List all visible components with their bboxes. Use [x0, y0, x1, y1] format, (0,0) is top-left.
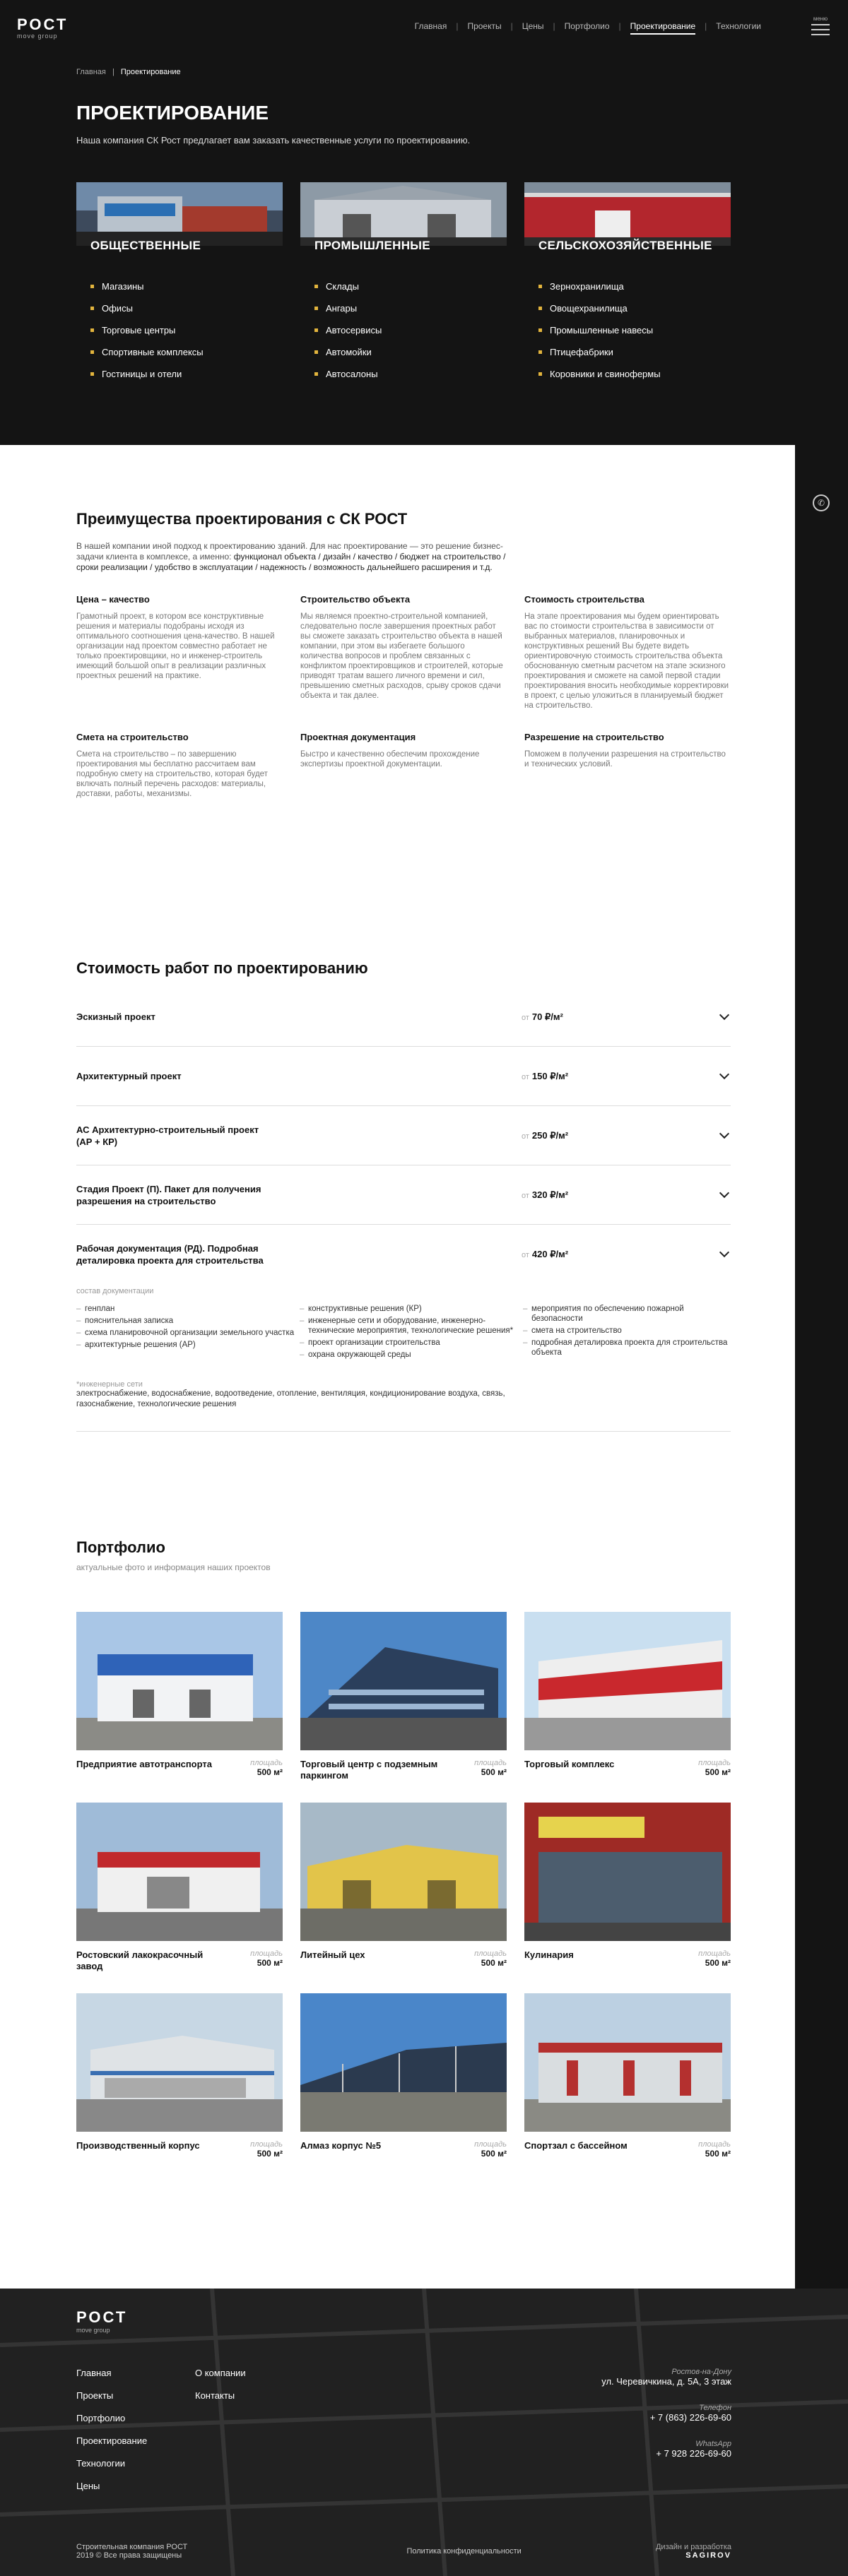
- price-value: [522, 1071, 568, 1082]
- footer-link-prices[interactable]: Цены: [76, 2481, 100, 2491]
- copyright: 2019 © Все права защищены: [76, 2551, 182, 2560]
- docs-column: [523, 1304, 731, 1362]
- footer-bottom: [76, 2543, 731, 2560]
- price-value: [522, 1011, 563, 1023]
- portfolio-title: Портфолио: [76, 1538, 165, 1556]
- footer-nav: [76, 2368, 301, 2491]
- list-item: Спортивные комплексы: [90, 347, 283, 357]
- doc-item: – смета на строительство: [523, 1326, 731, 1336]
- advantage-title: Стоимость строительства: [524, 594, 644, 605]
- whatsapp-icon[interactable]: ✆: [813, 494, 830, 511]
- doc-item: – схема планировочной организации земельного участка: [76, 1328, 300, 1338]
- advantages-title: Преимущества проектирования с СК РОСТ: [76, 510, 408, 528]
- portfolio-card[interactable]: [524, 1612, 731, 1781]
- price-from: от: [522, 1191, 529, 1200]
- category-agricultural[interactable]: [524, 182, 731, 391]
- footer-nav-spacer: [195, 2458, 301, 2469]
- doc-item: – генплан: [76, 1304, 300, 1314]
- advantage-title: Строительство объекта: [300, 594, 411, 605]
- footer-nav-spacer: [195, 2413, 301, 2423]
- price-name: Эскизный проект: [76, 1011, 155, 1022]
- breadcrumb-home[interactable]: Главная: [76, 68, 106, 76]
- area-label: площадь: [474, 1759, 507, 1767]
- price-row-expanded[interactable]: [76, 1225, 731, 1284]
- project-photo: [76, 1803, 283, 1941]
- doc-item: – пояснительная записка: [76, 1316, 300, 1326]
- nav-portfolio[interactable]: Портфолио: [564, 21, 610, 31]
- advantage-title: Разрешение на строительство: [524, 732, 664, 742]
- portfolio-section: [76, 1538, 731, 2159]
- list-item: Овощехранилища: [538, 303, 731, 314]
- list-item: Коровники и свинофермы: [538, 369, 731, 379]
- portfolio-card[interactable]: [524, 1993, 731, 2159]
- menu-label: меню: [813, 16, 828, 22]
- project-name: Спортзал с бассейном: [524, 2140, 628, 2151]
- project-name: Ростовский лакокрасочный завод: [76, 1949, 204, 1971]
- breadcrumb: [76, 68, 181, 76]
- area-label: площадь: [250, 1759, 283, 1767]
- whatsapp-label: WhatsApp: [695, 2440, 731, 2448]
- list-item: Торговые центры: [90, 325, 283, 336]
- price-amount: 320 ₽/м²: [531, 1189, 569, 1200]
- area-label: площадь: [250, 1949, 283, 1958]
- price-row[interactable]: [76, 987, 731, 1047]
- nav-separator: |: [553, 21, 555, 31]
- project-photo: [524, 1612, 731, 1750]
- area-value: 500 м²: [705, 1958, 731, 1968]
- price-amount: 150 ₽/м²: [531, 1070, 569, 1081]
- advantage-text: Поможем в получении разрешения на строительство и технических условий.: [524, 750, 726, 768]
- footer-link-contacts[interactable]: Контакты: [195, 2390, 235, 2401]
- area-value: 500 м²: [257, 1767, 283, 1777]
- portfolio-card[interactable]: [524, 1803, 731, 1972]
- area-value: 500 м²: [257, 2149, 283, 2159]
- price-value: [522, 1249, 568, 1260]
- portfolio-card[interactable]: [76, 1612, 283, 1781]
- project-name: Торговый комплекс: [524, 1759, 615, 1769]
- project-photo: [524, 1803, 731, 1941]
- doc-item: – мероприятия по обеспечению пожарной безопасности: [523, 1304, 731, 1324]
- doc-item: – подробная деталировка проекта для строительства объекта: [523, 1338, 731, 1358]
- page-title: ПРОЕКТИРОВАНИЕ: [76, 102, 269, 124]
- project-name: Торговый центр с подземным паркингом: [300, 1759, 438, 1781]
- breadcrumb-current: Проектирование: [120, 68, 181, 76]
- list-item: Промышленные навесы: [538, 325, 731, 336]
- advantage-text: Мы являемся проектно-строительной компанией, следовательно после завершения проектных работ вы сможете заказать строительство объекта в нашей компании, при этом вы избегаете большого количества вопросов и проблем связанных с конфликтом проектировщиков и строителей, которые приводят тратам вашего личного времени и сил, превышению сметных расходов, срыву сроков сдачи объекта и так далее.: [300, 612, 503, 700]
- footer-logo[interactable]: [76, 2308, 127, 2334]
- price-amount: 250 ₽/м²: [531, 1129, 569, 1141]
- note-label: *инженерные сети: [76, 1380, 143, 1389]
- intro-highlight: функционал объекта / дизайн / качество / бюджет на строительство / сроки реализации / удобство в эксплуатации / надежность / возможность дальнейшего расширения и т.д.: [76, 552, 506, 572]
- footer-logo-text: РОСТ: [76, 2308, 128, 2326]
- advantage-text: Смета на строительство – по завершению проектирования мы бесплатно рассчитаем вам подробную смету на строительство, которая будет включать полный перечень расходов: материалы, доставки, работы, механизмы.: [76, 750, 268, 798]
- header: [0, 0, 848, 54]
- portfolio-grid: [76, 1612, 731, 2159]
- area-label: площадь: [474, 1949, 507, 1958]
- nav-separator: |: [705, 21, 707, 31]
- footer-link-technologies[interactable]: Технологии: [76, 2458, 126, 2469]
- category-public[interactable]: [76, 182, 283, 391]
- footer: [0, 2289, 848, 2576]
- privacy-link[interactable]: Политика конфиденциальности: [406, 2547, 522, 2556]
- price-value: [522, 1189, 568, 1201]
- category-list: [524, 281, 731, 379]
- doc-item: – охрана окружающей среды: [300, 1350, 523, 1360]
- price-name: Архитектурный проект: [76, 1071, 182, 1081]
- price-name: Стадия Проект (П). Пакет для получения разрешения на строительство: [76, 1183, 261, 1206]
- developer-label: Дизайн и разработка: [655, 2543, 731, 2551]
- category-image: [76, 182, 283, 246]
- price-row[interactable]: [76, 1047, 731, 1106]
- project-name: Кулинария: [524, 1949, 574, 1960]
- docs-columns: [76, 1304, 731, 1362]
- portfolio-card[interactable]: [76, 1993, 283, 2159]
- price-name: АС Архитектурно-строительный проект (АР + КР): [76, 1124, 259, 1147]
- advantage-item: [76, 732, 283, 799]
- footer-link-home[interactable]: Главная: [76, 2368, 112, 2378]
- area-value: 500 м²: [705, 1767, 731, 1777]
- list-item: Автосалоны: [314, 369, 507, 379]
- advantage-title: Смета на строительство: [76, 732, 189, 742]
- nav-separator: |: [510, 21, 513, 31]
- pricing-title: Стоимость работ по проектированию: [76, 959, 368, 977]
- project-photo: [300, 1993, 507, 2132]
- nav-projects[interactable]: Проекты: [467, 21, 502, 31]
- project-name: Литейный цех: [300, 1949, 365, 1960]
- project-photo: [300, 1803, 507, 1941]
- whatsapp-link[interactable]: + 7 928 226-69-60: [656, 2448, 731, 2459]
- nav-design-active[interactable]: Проектирование: [630, 21, 696, 35]
- list-item: Ангары: [314, 303, 507, 314]
- advantage-item: [300, 732, 507, 799]
- pricing-list: [76, 987, 731, 1284]
- price-value: [522, 1130, 568, 1141]
- main-content: [0, 445, 795, 2289]
- chevron-down-icon[interactable]: [719, 1010, 729, 1020]
- category-list: [76, 281, 283, 379]
- category-list: [300, 281, 507, 379]
- breadcrumb-separator: |: [112, 68, 114, 76]
- footer-link-design[interactable]: Проектирование: [76, 2435, 148, 2446]
- area-label: площадь: [698, 1759, 731, 1767]
- price-row[interactable]: [76, 1165, 731, 1225]
- portfolio-card[interactable]: [300, 1803, 507, 1972]
- area-value: 500 м²: [481, 2149, 507, 2159]
- menu-button[interactable]: [811, 16, 830, 35]
- advantage-text: Грамотный проект, в котором все конструктивные решения и материалы подобраны исходя из оптимального соотношения цена-качество. В нашей организации над проектом совместно работает не только проектировщики, но и инженер-строитель имеющий большой опыт в реализации различных проектных решений на практике.: [76, 612, 275, 680]
- address-label: Ростов-на-Дону: [671, 2368, 731, 2376]
- docs-column: [300, 1304, 523, 1362]
- portfolio-subtitle: актуальные фото и информация наших проектов: [76, 1562, 271, 1572]
- area-label: площадь: [250, 2140, 283, 2149]
- advantages-intro: [76, 541, 514, 573]
- list-item: Автомойки: [314, 347, 507, 357]
- note-text: электроснабжение, водоснабжение, водоотведение, отопление, вентиляция, кондиционирование воздуха, связь, газоснабжение, технологические решения: [76, 1389, 505, 1408]
- doc-item: – конструктивные решения (КР): [300, 1304, 523, 1314]
- price-from: от: [522, 1132, 529, 1141]
- price-row[interactable]: [76, 1106, 731, 1165]
- advantage-text: Быстро и качественно обеспечим прохождение экспертизы проектной документации.: [300, 750, 480, 768]
- price-amount: 70 ₽/м²: [531, 1011, 563, 1022]
- footer-nav-spacer: [195, 2481, 301, 2491]
- docs-column: [76, 1304, 300, 1362]
- category-title: СЕЛЬСКОХОЗЯЙСТВЕННЫЕ: [538, 239, 712, 252]
- advantage-text: На этапе проектирования мы будем ориентировать вас по стоимости строительства в зависимости от выбранных материалов, планировочных и конструктивных решений Вы будете видеть ориентировочную стоимость строительства объекта обоснованную сметным расчетом на этапе эскизного проектирования и сможете на самой первой стадии проектирования вносить необходимые корректировки в проект, с целью уложиться в планируемый бюджет на строительство.: [524, 612, 729, 710]
- list-item: Офисы: [90, 303, 283, 314]
- developer-link[interactable]: SAGIROV: [685, 2551, 731, 2560]
- advantage-item: [76, 594, 283, 711]
- chevron-down-icon[interactable]: [719, 1129, 729, 1139]
- intro-text: В нашей компании иной подход к проектированию зданий. Для нас проектирование — это решение бизнес-задачи клиента в комплексе, а именно:: [76, 541, 503, 562]
- area-value: 500 м²: [481, 1958, 507, 1968]
- category-title: ПРОМЫШЛЕННЫЕ: [314, 239, 430, 252]
- area-label: площадь: [698, 1949, 731, 1958]
- chevron-down-icon[interactable]: [719, 1247, 729, 1257]
- company-name: Строительная компания РОСТ: [76, 2543, 188, 2551]
- phone-label: Телефон: [699, 2404, 731, 2412]
- side-panel: [795, 445, 848, 2289]
- hamburger-icon: [811, 24, 830, 35]
- portfolio-card[interactable]: [76, 1803, 283, 1972]
- logo[interactable]: [17, 17, 68, 40]
- project-photo: [76, 1993, 283, 2132]
- footer-contacts: [601, 2368, 731, 2476]
- logo-subtitle: move group: [17, 32, 58, 40]
- area-value: 500 м²: [257, 1958, 283, 1968]
- address: ул. Черевичкина, д. 5А, 3 этаж: [601, 2376, 731, 2387]
- category-image: [300, 182, 507, 246]
- project-name: Производственный корпус: [76, 2140, 200, 2151]
- area-value: 500 м²: [705, 2149, 731, 2159]
- footer-link-projects[interactable]: Проекты: [76, 2390, 114, 2401]
- category-image: [524, 182, 731, 246]
- list-item: Гостиницы и отели: [90, 369, 283, 379]
- list-item: Птицефабрики: [538, 347, 731, 357]
- nav-home[interactable]: Главная: [414, 21, 447, 31]
- category-industrial[interactable]: [300, 182, 507, 391]
- advantage-title: Проектная документация: [300, 732, 416, 742]
- nav-prices[interactable]: Цены: [522, 21, 544, 31]
- doc-item: – проект организации строительства: [300, 1338, 523, 1348]
- project-name: Предприятие автотранспорта: [76, 1759, 212, 1769]
- list-item: Автосервисы: [314, 325, 507, 336]
- area-label: площадь: [698, 2140, 731, 2149]
- nav-technologies[interactable]: Технологии: [716, 21, 761, 31]
- portfolio-card[interactable]: [300, 1612, 507, 1781]
- hero-section: [0, 54, 795, 445]
- price-from: от: [522, 1251, 529, 1259]
- hero-lead: Наша компания СК Рост предлагает вам заказать качественные услуги по проектированию.: [76, 135, 471, 146]
- list-item: Склады: [314, 281, 507, 292]
- category-title: ОБЩЕСТВЕННЫЕ: [90, 239, 201, 252]
- project-photo: [76, 1612, 283, 1750]
- project-photo: [300, 1612, 507, 1750]
- pricing-section: [76, 959, 731, 1432]
- advantage-item: [300, 594, 507, 711]
- portfolio-card[interactable]: [300, 1993, 507, 2159]
- price-amount: 420 ₽/м²: [531, 1249, 569, 1259]
- price-from: от: [522, 1013, 529, 1022]
- advantage-title: Цена – качество: [76, 594, 150, 605]
- advantages-section: [76, 510, 731, 799]
- footer-link-about[interactable]: О компании: [195, 2368, 246, 2378]
- footer-link-portfolio[interactable]: Портфолио: [76, 2413, 126, 2423]
- chevron-down-icon[interactable]: [719, 1188, 729, 1198]
- footer-nav-spacer: [195, 2435, 301, 2446]
- advantages-grid: [76, 594, 731, 799]
- list-item: Зернохранилища: [538, 281, 731, 292]
- doc-item: – инженерные сети и оборудование, инженерно-технические мероприятия, технологические решения*: [300, 1316, 523, 1336]
- project-name: Алмаз корпус №5: [300, 2140, 382, 2151]
- phone-link[interactable]: + 7 (863) 226-69-60: [649, 2412, 731, 2423]
- advantage-item: [524, 732, 731, 799]
- price-from: от: [522, 1072, 529, 1081]
- logo-text: РОСТ: [17, 16, 69, 33]
- area-value: 500 м²: [481, 1767, 507, 1777]
- main-nav: [406, 21, 770, 31]
- nav-separator: |: [456, 21, 459, 31]
- documentation-details: [76, 1284, 731, 1432]
- chevron-down-icon[interactable]: [719, 1069, 729, 1079]
- area-label: площадь: [474, 2140, 507, 2149]
- advantage-item: [524, 594, 731, 711]
- list-item: Магазины: [90, 281, 283, 292]
- footer-logo-subtitle: move group: [76, 2327, 110, 2334]
- project-photo: [524, 1993, 731, 2132]
- doc-item: – архитектурные решения (АР): [76, 1340, 300, 1350]
- nav-separator: |: [618, 21, 621, 31]
- price-name: Рабочая документация (РД). Подробная деталировка проекта для строительства: [76, 1243, 264, 1266]
- docs-label: состав документации: [76, 1287, 154, 1295]
